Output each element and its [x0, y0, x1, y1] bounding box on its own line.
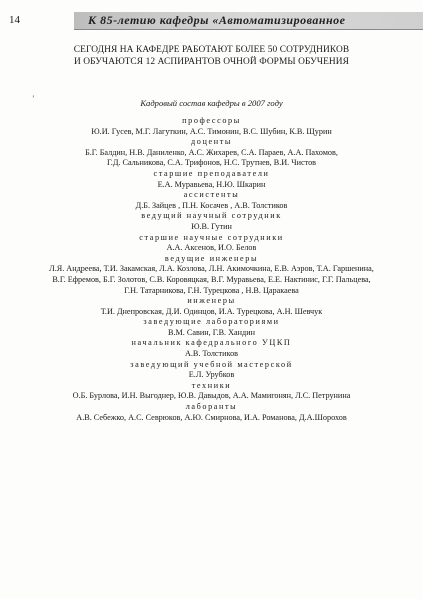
category-assistants: ассистенты [183, 190, 240, 200]
names-engineers: Т.И. Днепровская, Д.И. Одинцов, И.А. Турецкова, А.Н. Шевчук [100, 306, 323, 316]
category-professors: профессоры [182, 116, 241, 125]
category-lab-heads: заведующие лабораториями [143, 317, 280, 327]
names-uckp-head: А.В. Толстиков [184, 349, 239, 359]
margin-mark: ʼ [32, 94, 35, 103]
names-workshop-head: Е.Л. Урубков [188, 370, 235, 380]
names-senior-lecturers: Е.А. Муравьева, Н.Ю. Шкарин [157, 179, 266, 189]
staff-list [0, 116, 423, 423]
category-lead-engineers: ведущие инженеры [164, 253, 259, 263]
names-lab-heads: В.М. Савин, Г.В. Хандин [168, 327, 255, 337]
intro-heading [0, 44, 423, 68]
intro-line-1: СЕГОДНЯ НА КАФЕДРЕ РАБОТАЮТ БОЛЕЕ 50 СОТРУДНИКОВ [73, 45, 350, 55]
names-assistants: Д.Б. Зайцев , П.Н. Косачев , А.В. Толстиков [135, 200, 288, 210]
category-docents: доценты [191, 137, 232, 147]
names-lead-engineers-1: Л.Я. Андреева, Т.И. Закамская, Л.А. Козлова, Л.Н. Акимочкина, Е.В. Аэров, Т.А. Гаршенина, [49, 264, 374, 274]
page-number: 14 [9, 14, 20, 26]
names-docents-1: Б.Г. Балдин, Н.В. Даниленко, А.С. Жихарев, С.А. Параев, А.А. Пахомов, [85, 147, 338, 157]
running-header [0, 12, 423, 32]
category-technicians: техники [191, 380, 232, 390]
names-lead-engineers-3: Г.Н. Татарникова, Г.Н. Турецкова , Н.В. Царакаева [124, 285, 299, 295]
names-lab-assistants: А.В. Себежко, А.С. Севрюков, А.Ю. Смирнова, И.А. Романова, Д.А.Шорохов [76, 412, 347, 422]
category-senior-researchers: старшие научные сотрудники [139, 232, 284, 242]
header-title: К 85-летию кафедры «Автоматизированное [88, 13, 346, 27]
names-lead-researcher: Ю.В. Гутин [191, 221, 232, 231]
category-lab-assistants: лаборанты [185, 402, 238, 412]
names-senior-researchers: А.А. Аксенов, И.О. Белов [166, 243, 257, 253]
intro-line-2: И ОБУЧАЮТСЯ 12 АСПИРАНТОВ ОЧНОЙ ФОРМЫ ОБУЧЕНИЯ [73, 57, 350, 67]
category-engineers: инженеры [187, 296, 236, 306]
category-senior-lecturers: старшие преподаватели [153, 168, 270, 178]
names-lead-engineers-2: В.Г. Ефремов, Б.Г. Золотов, С.В. Коровяцкая, В.Г. Муравьева, Е.Е. Нактинис, Г.Г. Пальцева, [52, 274, 371, 284]
names-technicians: О.Б. Бурлова, И.Н. Выгоднер, Ю.В. Давыдов, А.А. Мамигонян, Л.С. Петрунина [72, 391, 351, 401]
category-lead-researcher: ведущий научный сотрудник [141, 211, 282, 221]
category-workshop-head: заведующий учебной мастерской [130, 359, 293, 369]
category-uckp-head: начальник кафедрального УЦКП [131, 338, 292, 348]
staff-subtitle: Кадровый состав кафедры в 2007 году [140, 98, 283, 108]
names-docents-2: Г.Д. Сальникова, С.А. Трифонов, Н.С. Трутнев, В.И. Чистов [106, 158, 317, 168]
names-professors: Ю.И. Гусев, М.Г. Лагуткин, А.С. Тимонин, В.С. Шубин, К.В. Щурин [91, 126, 332, 136]
